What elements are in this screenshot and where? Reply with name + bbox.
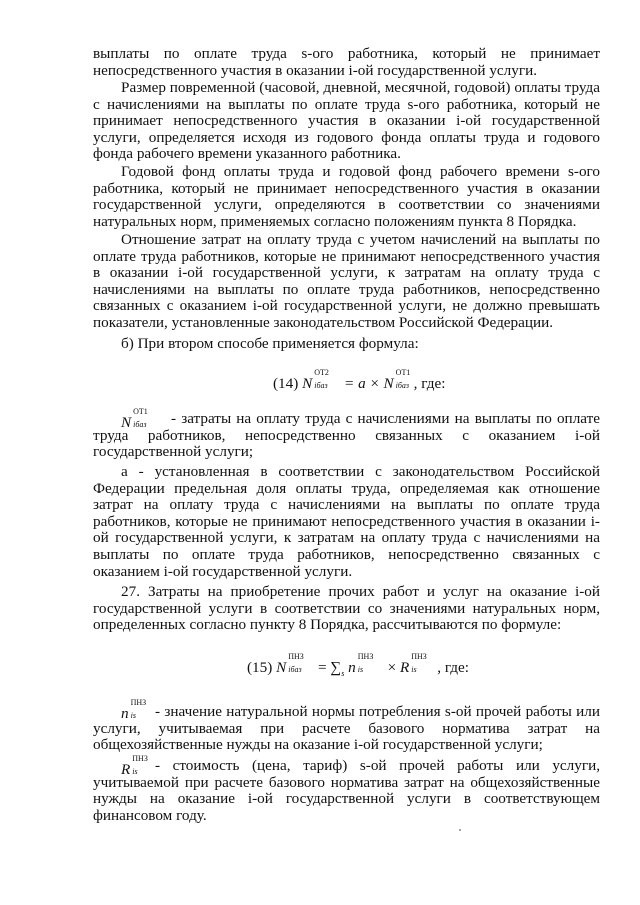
formula-indices: ПНЗ is xyxy=(411,652,427,674)
paragraph-continuation: выплаты по оплате труда s-ого работника, который не принимает непосредственного участия в оказании i-ой государственной услуги. xyxy=(93,45,600,79)
formula-14 xyxy=(273,370,445,393)
formula-indices: ОТ2 iбаз xyxy=(314,368,329,390)
formula-tail: , где: xyxy=(413,375,446,392)
paragraph-item-27: 27. Затраты на приобретение прочих работ и услуг на оказание i-ой государственной услуги в соответствии со значениями натуральных норм, определенных согласно пункту 8 Порядка, рассчитываются по формуле: xyxy=(93,583,600,634)
definition-symbol: n ПНЗ is xyxy=(121,698,147,722)
formula-operator: = ∑ xyxy=(318,659,342,676)
paragraph-cost-ratio: Отношение затрат на оплату труда с учетом начислений на выплаты по оплате труда работников, которые не принимают непосредственного участия в оказании i-ой государственной услуги, к затратам на оплату труда с начислениями на выплаты по оплате труда работников, непосредственно связанных с оказанием i-ой государственной услуги, не должно превышать показатели, установленные законодательством Российской Федерации. xyxy=(93,231,600,331)
formula-indices: ПНЗ is xyxy=(357,652,374,674)
formula-symbol-r: R xyxy=(399,659,410,676)
formula-indices: ОТ1 iбаз xyxy=(395,368,411,390)
definition-cost: - стоимость (цена, тариф) s-ой прочей работы или услуги, учитываемой при расчете базового норматива затрат на общехозяйственные нужды на оказание i-ой государственной услуги в соответствующем финансовом году. xyxy=(93,757,600,824)
definition-share-a: а - установленная в соответствии с законодательством Российской Федерации предельная доля оплаты труда, определяемая как отношение затрат на оплату труда с начислениями на выплаты по оплате труда работников, которые не принимают непосредственного участия в оказании i-ой государственной услуги, к затратам на оплату труда с начислениями на выплаты по оплате труда работников, непосредственно связанных с оказанием i-ой государственной услуги. xyxy=(93,463,600,580)
formula-number: (14) xyxy=(273,375,299,392)
definition-symbol: N ОТ1 iбаз xyxy=(121,407,148,431)
formula-symbol-n: N xyxy=(383,375,394,392)
formula-symbol-n: N xyxy=(276,659,287,676)
paragraph-time-based-pay: Размер повременной (часовой, дневной, месячной, годовой) оплаты труда с начислениями на выплаты по оплате труда s-ого работника, который не принимает непосредственного участия в оказании i-ой государственной услуги, определяется исходя из годового фонда оплаты труда и годового фонда рабочего времени указанного работника. xyxy=(93,79,600,163)
formula-tail: , где: xyxy=(437,659,469,676)
formula-sum-index: s xyxy=(341,669,345,678)
definition-symbol: R ПНЗ is xyxy=(121,754,148,778)
formula-indices: ПНЗ iбаз xyxy=(288,652,304,674)
scan-speck xyxy=(459,829,461,831)
formula-times: × xyxy=(387,659,397,676)
paragraph-annual-fund: Годовой фонд оплаты труда и годовой фонд рабочего времени s-ого работника, который не принимает непосредственного участия в оказании государственной услуги, определяются в соответствии со значениями натуральных норм, применяемых согласно положениям пункта 8 Порядка. xyxy=(93,163,600,230)
formula-15 xyxy=(247,654,469,683)
formula-operator: = a × xyxy=(344,375,380,392)
formula-symbol-n: N xyxy=(302,375,313,392)
formula-symbol-n-small: n xyxy=(348,659,356,676)
definition-natural-norm: - значение натуральной нормы потребления s-ой прочей работы или услуги, учитываемая при расчете базового норматива затрат на общехозяйственные нужды на оказание i-ой государственной услуги; xyxy=(93,703,600,754)
definition-labor-costs: - затраты на оплату труда с начислениями на выплаты по оплате труда работников, непосредственно связанных с оказанием i-ой государственной услуги; xyxy=(93,410,600,461)
formula-number: (15) xyxy=(247,659,273,676)
paragraph-second-method: б) При втором способе применяется формула: xyxy=(121,335,419,352)
